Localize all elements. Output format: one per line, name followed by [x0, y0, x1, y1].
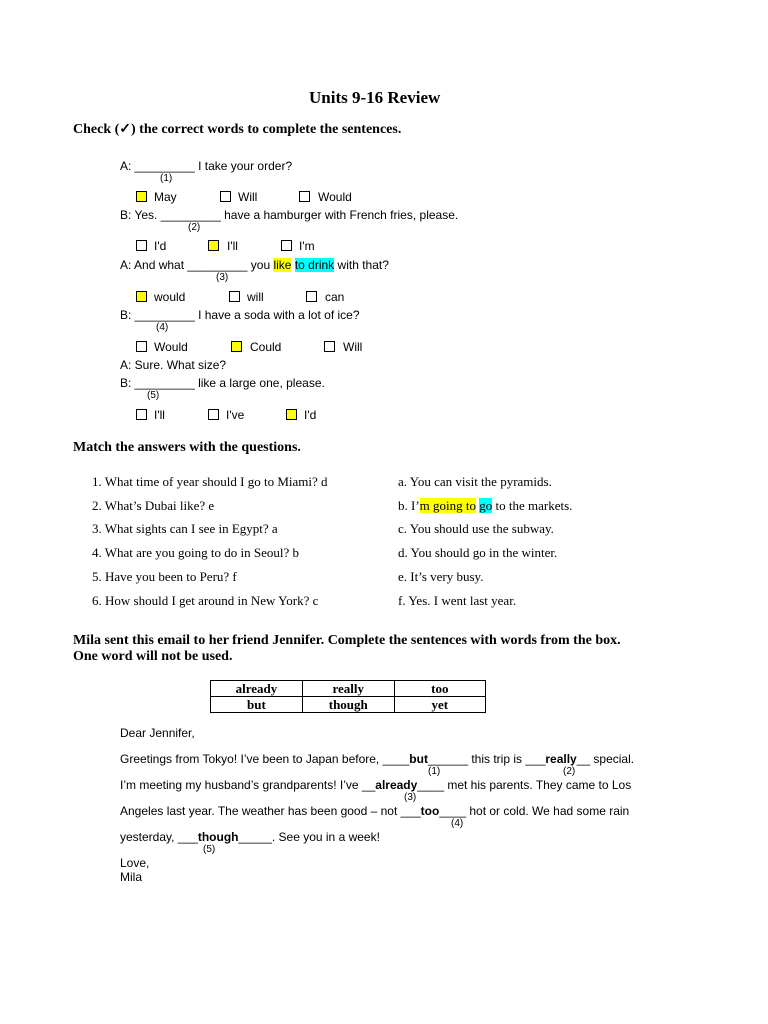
email-signature: Mila	[120, 870, 143, 884]
option-q4-could: Could	[250, 340, 282, 354]
blank-number-5: (5)	[147, 390, 160, 401]
section2-instruction: Match the answers with the questions.	[73, 440, 301, 455]
answer-d: d. You should go in the winter.	[398, 545, 558, 560]
section1-instruction	[73, 121, 401, 138]
email-blank-number-2: (2)	[563, 766, 576, 777]
answer-b-post: to the markets.	[492, 498, 573, 513]
email-blank-number-5: (5)	[203, 844, 216, 855]
email-line-1	[120, 752, 634, 766]
question-1: 1. What time of year should I go to Miami? d	[92, 474, 328, 489]
answer-b	[398, 498, 572, 514]
email-line-4-b: _____. See you in a week!	[238, 830, 380, 844]
question-4: 4. What are you going to do in Seoul? b	[92, 545, 300, 560]
email-blank-number-4: (4)	[451, 818, 464, 829]
checkbox-q3-would[interactable]	[136, 291, 147, 302]
checkbox-q5-id[interactable]	[286, 409, 297, 420]
answer-really: really	[545, 752, 577, 766]
option-q1-would: Would	[318, 190, 352, 204]
option-q5-id: I'd	[304, 408, 317, 422]
email-line-1-b: ______ this trip is ___	[427, 752, 546, 766]
email-line-1-c: __ special.	[576, 752, 635, 766]
option-q4-will: Will	[343, 340, 363, 354]
checkbox-q4-could[interactable]	[231, 341, 242, 352]
answer-already: already	[375, 778, 418, 792]
email-greeting: Dear Jennifer,	[120, 726, 195, 740]
word-box-cell: though	[302, 697, 394, 713]
dialogue-line-2: B: Yes. _________ have a hamburger with French fries, please.	[120, 208, 459, 222]
checkbox-q4-would[interactable]	[136, 341, 147, 352]
email-line-2	[120, 778, 631, 792]
highlight-going-to: m going to	[419, 498, 477, 513]
option-q1-may: May	[154, 190, 177, 204]
checkbox-q2-id[interactable]	[136, 240, 147, 251]
answer-e: e. It’s very busy.	[398, 569, 484, 584]
line-3-pre: A: And what _________ you	[120, 258, 274, 272]
checkbox-q3-will[interactable]	[229, 291, 240, 302]
option-q2-id: I'd	[154, 239, 167, 253]
word-box-row	[211, 697, 486, 713]
answer-a: a. You can visit the pyramids.	[398, 474, 552, 489]
question-2: 2. What’s Dubai like? e	[92, 498, 215, 513]
blank-number-3: (3)	[216, 272, 229, 283]
question-5: 5. Have you been to Peru? f	[92, 569, 237, 584]
section3-instruction-line1: Mila sent this email to her friend Jennifer. Complete the sentences with words from the box.	[73, 633, 621, 648]
dialogue-line-1: A: _________ I take your order?	[120, 159, 293, 173]
instruction-text-pre: Check (	[73, 122, 120, 137]
option-q3-will: will	[247, 290, 264, 304]
answer-but: but	[409, 752, 428, 766]
checkbox-q2-ill[interactable]	[208, 240, 219, 251]
word-box-cell: but	[211, 697, 303, 713]
dialogue-line-3	[120, 258, 389, 272]
line-3-post: with that?	[334, 258, 389, 272]
checkbox-q5-ill[interactable]	[136, 409, 147, 420]
email-line-3-b: ____ hot or cold. We had some rain	[439, 804, 630, 818]
highlight-like: like	[273, 258, 292, 272]
checkbox-q3-can[interactable]	[306, 291, 317, 302]
highlight-to-drink: to drink	[294, 258, 335, 272]
dialogue-line-6: B: _________ like a large one, please.	[120, 376, 325, 390]
email-line-3-a: Angeles last year. The weather has been good – not ___	[120, 804, 421, 818]
checkbox-q1-will[interactable]	[220, 191, 231, 202]
instruction-text-post: ) the correct words to complete the sentences.	[131, 122, 402, 137]
word-box-cell: too	[394, 681, 485, 697]
checkbox-q2-im[interactable]	[281, 240, 292, 251]
email-line-1-a: Greetings from Tokyo! I’ve been to Japan before, ____	[120, 752, 410, 766]
option-q2-ill: I'll	[227, 239, 238, 253]
email-blank-number-1: (1)	[428, 766, 441, 777]
answer-b-pre: b. I’	[398, 498, 420, 513]
answer-though: though	[197, 830, 239, 844]
blank-number-4: (4)	[156, 322, 169, 333]
checkbox-q5-ive[interactable]	[208, 409, 219, 420]
check-mark-icon: ✓	[119, 122, 132, 137]
question-6: 6. How should I get around in New York? c	[92, 593, 319, 608]
word-box-cell: already	[211, 681, 303, 697]
email-line-4	[120, 830, 380, 844]
checkbox-q1-would[interactable]	[299, 191, 310, 202]
checkbox-q1-may[interactable]	[136, 191, 147, 202]
word-box	[210, 680, 486, 713]
email-line-3	[120, 804, 629, 818]
email-blank-number-3: (3)	[404, 792, 417, 803]
option-q5-ive: I've	[226, 408, 245, 422]
word-box-cell: yet	[394, 697, 485, 713]
option-q5-ill: I'll	[154, 408, 165, 422]
dialogue-line-4: B: _________ I have a soda with a lot of ice?	[120, 308, 360, 322]
highlight-go: go	[479, 498, 493, 513]
email-line-2-a: I’m meeting my husband’s grandparents! I’ve __	[120, 778, 376, 792]
question-3: 3. What sights can I see in Egypt? a	[92, 521, 278, 536]
blank-number-1: (1)	[160, 173, 173, 184]
word-box-cell: really	[302, 681, 394, 697]
blank-number-2: (2)	[188, 222, 201, 233]
option-q3-can: can	[325, 290, 345, 304]
email-line-4-a: yesterday, ___	[120, 830, 198, 844]
checkbox-q4-will[interactable]	[324, 341, 335, 352]
word-box-row	[211, 681, 486, 697]
option-q4-would: Would	[154, 340, 188, 354]
email-line-2-b: ____ met his parents. They came to Los	[417, 778, 632, 792]
email-closing: Love,	[120, 856, 150, 870]
section3-instruction-line2: One word will not be used.	[73, 649, 233, 664]
answer-too: too	[420, 804, 440, 818]
option-q3-would: would	[154, 290, 186, 304]
dialogue-line-5: A: Sure. What size?	[120, 358, 227, 372]
answer-c: c. You should use the subway.	[398, 521, 554, 536]
page-title: Units 9-16 Review	[309, 88, 441, 107]
option-q2-im: I'm	[299, 239, 315, 253]
option-q1-will: Will	[238, 190, 258, 204]
answer-f: f. Yes. I went last year.	[398, 593, 517, 608]
